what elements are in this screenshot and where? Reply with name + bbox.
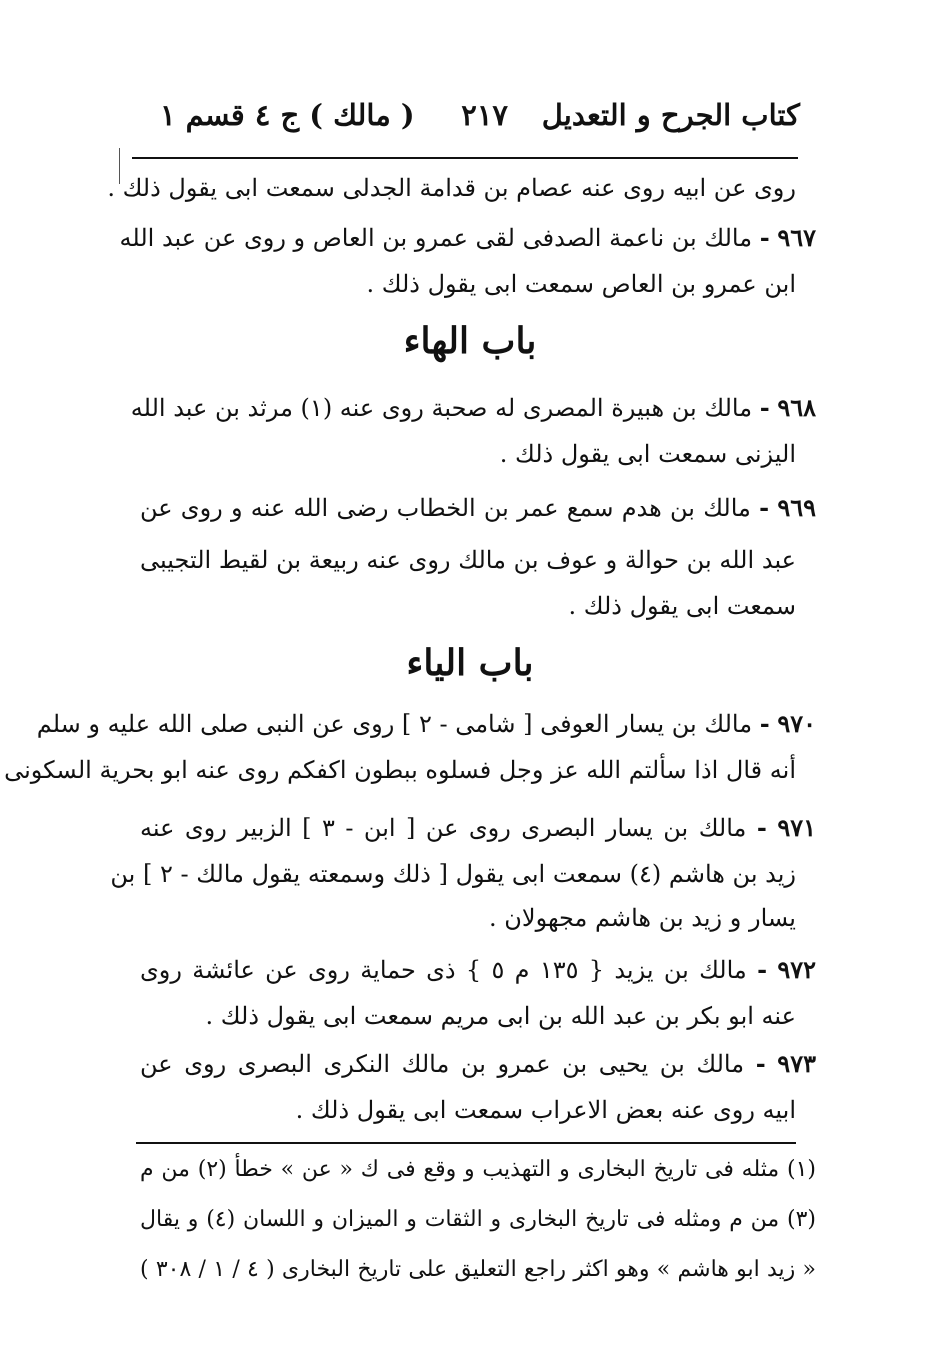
page-number: ٢١٧ xyxy=(461,98,508,132)
footnote-line-1: (١) مثله فى تاريخ البخارى و التهذيب و وقع فى ك « عن » خطأ (٢) من م xyxy=(140,1157,816,1182)
header-rule xyxy=(132,157,798,159)
entry-969-line-1: ٩٦٩ - مالك بن هدم سمع عمر بن الخطاب رضى الله عنه و روى عن xyxy=(140,493,816,522)
entry-971-line-2: زيد بن هاشم (٤) سمعت ابى يقول [ ذلك وسمعته يقول مالك - ٢ ] بن xyxy=(110,860,796,888)
volume-label: ( مالك ) ج ٤ قسم ١ xyxy=(160,98,415,132)
entry-970-line-2: أنه قال اذا سألتم الله عز وجل فسلوه ببطون اكفكم روى عنه ابو بحرية السكونى xyxy=(4,756,796,784)
entry-number: ٩٧٣ xyxy=(777,1049,816,1078)
footnote-rule xyxy=(136,1142,796,1144)
entry-968-line-1: ٩٦٨ - مالك بن هبيرة المصرى له صحبة روى عنه (١) مرثد بن عبد الله xyxy=(130,393,816,422)
entry-972-line-1: ٩٧٢ - مالك بن يزيد { ١٣٥ م ٥ } ذى حماية روى عن عائشة روى xyxy=(140,955,817,984)
book-title: كتاب الجرح و التعديل xyxy=(541,98,800,132)
section-heading-ha: باب الهاء xyxy=(403,320,537,362)
footnote-line-2: (٣) من م ومثله فى تاريخ البخارى و الثقات و الميزان و اللسان (٤) و يقال xyxy=(140,1207,817,1232)
entry-967-line-2: ابن عمرو بن العاص سمعت ابى يقول ذلك . xyxy=(366,270,796,298)
entry-967-line-1: ٩٦٧ - مالك بن ناعمة الصدفى لقى عمرو بن العاص و روى عن عبد الله xyxy=(119,223,816,252)
entry-969-line-3: سمعت ابى يقول ذلك . xyxy=(568,592,796,620)
entry-number: ٩٦٨ xyxy=(777,393,816,422)
text-line: روى عن ابيه روى عنه عصام بن قدامة الجدلى سمعت ابى يقول ذلك . xyxy=(107,174,796,202)
entry-971-line-3: يسار و زيد بن هاشم مجهولان . xyxy=(489,904,796,932)
running-header xyxy=(160,98,800,148)
entry-number: ٩٧١ xyxy=(777,813,816,842)
entry-973-line-2: ابيه روى عنه بعض الاعراب سمعت ابى يقول ذلك . xyxy=(295,1096,796,1124)
entry-number: ٩٧٢ xyxy=(777,955,817,984)
entry-971-line-1: ٩٧١ - مالك بن يسار البصرى روى عن [ ابن - ٣ ] الزبير روى عنه xyxy=(140,813,816,842)
entry-970-line-1: ٩٧٠ - مالك بن يسار العوفى [ شامى - ٢ ] روى عن النبى صلى الله عليه و سلم xyxy=(36,709,816,738)
entry-973-line-1: ٩٧٣ - مالك بن يحيى بن عمرو بن مالك النكرى البصرى روى عن xyxy=(140,1049,816,1078)
entry-number: ٩٦٩ xyxy=(777,493,816,522)
entry-number: ٩٧٠ xyxy=(777,709,816,738)
footnote-line-3: « زيد ابو هاشم » وهو اكثر راجع التعليق على تاريخ البخارى ( ٤ / ١ / ٣٠٨ ) xyxy=(140,1257,817,1282)
entry-972-line-2: عنه ابو بكر بن عبد الله بن ابى مريم سمعت ابى يقول ذلك . xyxy=(205,1002,796,1030)
entry-number: ٩٦٧ xyxy=(777,223,816,252)
section-heading-ya: باب الياء xyxy=(406,642,534,684)
entry-968-line-2: اليزنى سمعت ابى يقول ذلك . xyxy=(499,440,796,468)
entry-969-line-2: عبد الله بن حوالة و عوف بن مالك روى عنه ربيعة بن لقيط التجيبى xyxy=(140,546,796,574)
